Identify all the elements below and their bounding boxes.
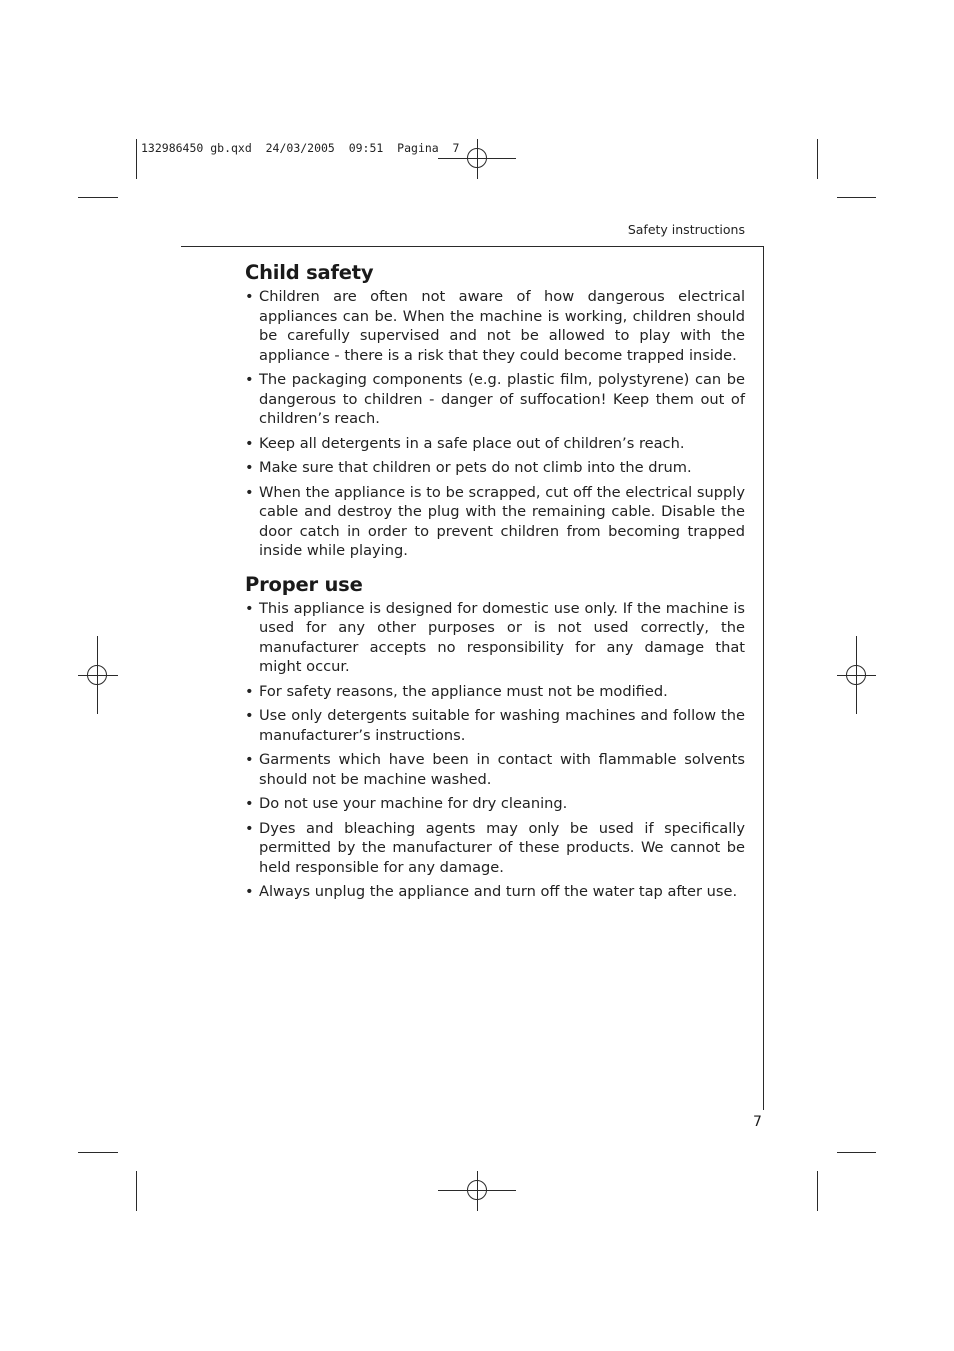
main-content	[245, 259, 745, 907]
crop-mark-bottom-right-h	[837, 1152, 876, 1153]
crop-mark-bottom-right-v	[817, 1171, 818, 1211]
bullet-icon: •	[245, 371, 254, 388]
page-number: 7	[753, 1114, 762, 1130]
list-item: • Dyes and bleaching agents may only be used if specifically permitted by the manufacturer of these products. We cannot be held responsible for any damage.	[245, 819, 745, 876]
header-rule	[181, 246, 764, 247]
bullet-icon: •	[245, 682, 254, 700]
list-item: • When the appliance is to be scrapped, cut off the electrical supply cable and destroy the plug with the remaining cable. Disable the door catch in order to prevent children from becoming trapped inside while playing.	[245, 483, 745, 559]
list-item: • Make sure that children or pets do not climb into the drum.	[245, 459, 692, 476]
crop-mark-top-left-v	[136, 139, 137, 179]
crop-mark-bottom-left-h	[78, 1152, 118, 1153]
list-item: • Keep all detergents in a safe place out of children’s reach.	[245, 434, 685, 452]
bullet-icon: •	[245, 483, 254, 501]
print-slug: 132986450 gb.qxd 24/03/2005 09:51 Pagina 7	[141, 141, 460, 155]
crop-mark-top-right-v	[817, 139, 818, 179]
list-item: • The packaging components (e.g. plastic film, polystyrene) can be dangerous to children - danger of suffocation! Keep them out of children’s reach.	[245, 371, 745, 427]
bullet-icon: •	[245, 288, 254, 305]
bullet-icon: •	[245, 599, 254, 617]
bullet-icon: •	[245, 795, 254, 812]
bullet-icon: •	[245, 434, 254, 452]
list-item: • Children are often not aware of how dangerous electrical appliances can be. When the machine is working, children should be carefully supervised and not be allowed to play with the appliance - there is a risk that they could become trapped inside.	[245, 288, 745, 364]
section-heading-proper-use: Proper use	[245, 572, 363, 596]
list-item: • Use only detergents suitable for washing machines and follow the manufacturer’s instructions.	[245, 707, 745, 744]
crop-mark-top-right-h	[837, 197, 876, 198]
list-item: • Garments which have been in contact with flammable solvents should not be machine washed.	[245, 751, 745, 788]
list-item: • Always unplug the appliance and turn off the water tap after use.	[245, 883, 738, 900]
crop-mark-top-left-h	[78, 197, 118, 198]
bullet-icon: •	[245, 883, 254, 900]
proper-use-list	[245, 599, 745, 902]
crop-mark-bottom-left-v	[136, 1171, 137, 1211]
bullet-icon: •	[245, 707, 254, 724]
child-safety-list	[245, 287, 745, 561]
list-item: • For safety reasons, the appliance must not be modified.	[245, 682, 668, 700]
list-item: • Do not use your machine for dry cleaning.	[245, 795, 568, 812]
bullet-icon: •	[245, 751, 254, 768]
section-heading-child-safety: Child safety	[245, 261, 374, 284]
right-margin-rule	[763, 246, 764, 1110]
running-head: Safety instructions	[627, 222, 745, 237]
bullet-icon: •	[245, 819, 254, 837]
list-item: • This appliance is designed for domestic use only. If the machine is used for any other purposes or is not used correctly, the manufacturer accepts no responsibility for any damage that might occur.	[245, 599, 745, 675]
bullet-icon: •	[245, 459, 254, 476]
